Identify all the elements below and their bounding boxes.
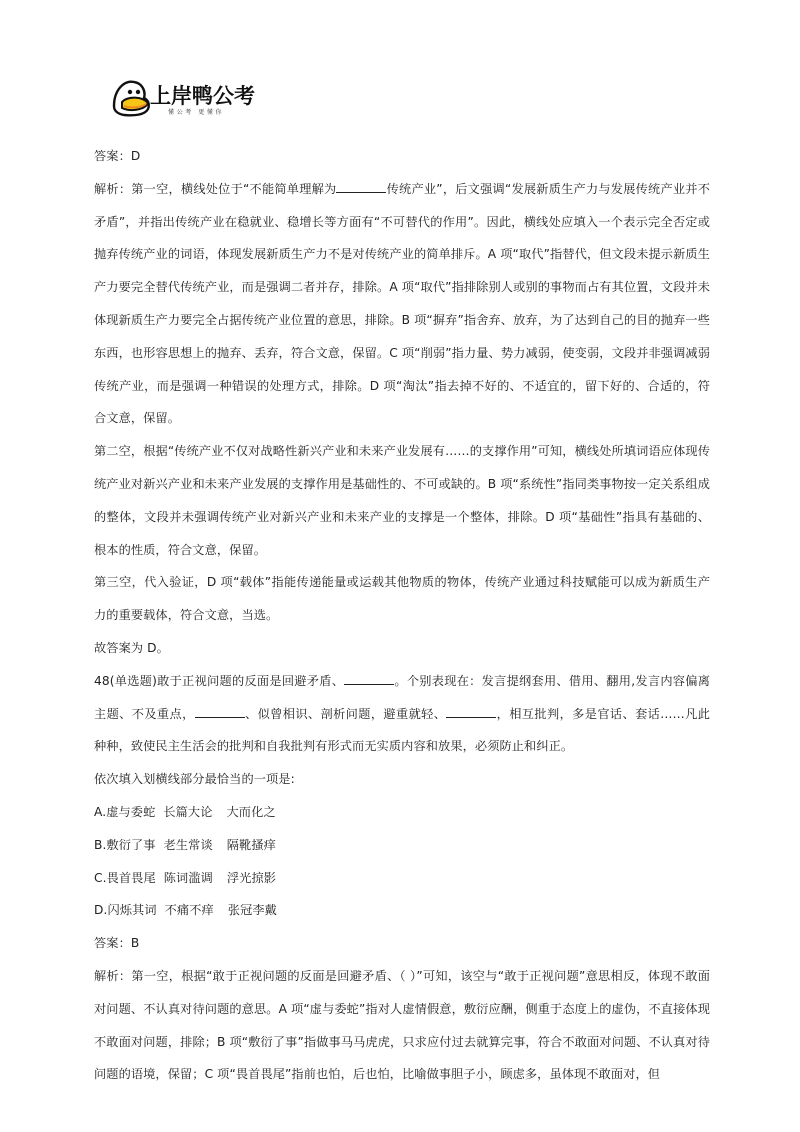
q48-stem-c: 、似曾相识、剖析问题，避重就轻、 <box>244 706 447 721</box>
option-word: 畏首畏尾 <box>106 870 156 885</box>
brand-slogan: 懂公考 更懂你 <box>168 109 225 116</box>
blank-line <box>336 181 386 193</box>
option-word: 老生常谈 <box>163 837 213 852</box>
q48-stem-a: 48(单选题)敢于正视问题的反面是回避矛盾、 <box>94 673 345 688</box>
option-letter: B. <box>94 837 107 852</box>
option-word: 不痛不痒 <box>164 903 214 918</box>
q47-answer: 答案：D <box>94 149 141 163</box>
option-word: 虚与委蛇 <box>106 804 156 819</box>
q47-analysis-p3: 第三空，代入验证，D 项“载体”指能传递能量或运载其他物质的物体，传统产业通过科技赋能可以成为新质生产力的重要载体，符合文意，当选。 <box>94 575 710 623</box>
option-word: 大而化之 <box>226 804 276 819</box>
option-c <box>94 862 710 895</box>
q47-analysis-p2: 第二空，根据“传统产业不仅对战略性新兴产业和未来产业发展有……的支撑作用”可知，横线处所填词语应体现传统产业对新兴产业和未来产业发展的支撑作用是基础性的、不可或缺的。B 项“系统性”指同类事物按一定关系组成的整体，文段并未强调传统产业对新兴产业和未来产业的支撑是一个整体，排除。D 项“基础性”指具有基础的、根本的性质，符合文意，保留。 <box>94 444 710 557</box>
blank-line <box>195 706 245 718</box>
q48-stem-d: ，相互批判，多是官话、套话……凡此种种，致使民主生活会的批判和自我批判有形式而无实质内容和放果，必须防止和纠正。 <box>94 706 710 754</box>
blank-line <box>344 673 394 685</box>
brand-logo <box>108 76 258 120</box>
option-word: 陈词滥调 <box>163 870 213 885</box>
option-letter: A. <box>94 804 107 819</box>
q48-stem-b: 。个别表现在：发言提纲套用、借用、翻用,发言内容偏离主题、不及重点， <box>94 673 711 721</box>
option-letter: D. <box>94 903 108 918</box>
q47-conclusion: 故答案为 D。 <box>94 640 169 655</box>
q48-analysis: 解析：第一空，根据“敢于正视问题的反面是回避矛盾、（ ）”可知，该空与“敢于正视问题”意思相反，体现不敢面对问题、不认真对待问题的意思。A 项“虚与委蛇”指对人虚情假意，敷衍应酬，侧重于态度上的虚伪，不直接体现不敢面对问题，排除；B 项“敷衍了事”指做事马马虎虎，只求应付过去就算完事，符合不敢面对问题、不认真对待问题的语境，保留；C 项“畏首畏尾”指前也怕，后也怕，比喻做事胆子小，顾虑多，虽体现不敢面对，但 <box>94 968 710 1082</box>
q47-analysis-p1-b: 传统产业”，后文强调“发展新质生产力与发展传统产业并不矛盾”，并指出传统产业在稳就业、稳增长等方面有“不可替代的作用”。因此，横线处应填入一个表示完全否定或抛弃传统产业的词语，体现发展新质生产力不是对传统产业的简单排斥。A 项“取代”指替代，但文段未提示新质生产力要完全替代传统产业，而是强调二者并存，排除。A 项“取代”指排除别人或别的事物而占有其位置，文段并未体现新质生产力要完全占据传统产业位置的意思，排除。B 项“摒弃”指舍弃、放弃，为了达到自己的目的抛弃一些东西，也形容思想上的抛弃、丢弃，符合文意，保留。C 项“削弱”指力量、势力减弱，使变弱，文段并非强调减弱传统产业，而是强调一种错误的处理方式，排除。D 项“淘汰”指去掉不好的、不适宜的，留下好的、合适的，符合文意，保留。 <box>94 181 710 426</box>
q48-stem <box>94 665 710 763</box>
duck-mascot-icon <box>108 76 152 120</box>
q47-analysis-p1-a: 解析：第一空，横线处位于“不能简单理解为 <box>94 181 337 196</box>
blank-line <box>446 706 496 718</box>
option-word: 浮光掠影 <box>226 870 277 885</box>
q48-prompt: 依次填入划横线部分最恰当的一项是: <box>94 772 295 787</box>
q47-analysis-p1 <box>94 173 710 435</box>
option-letter: C. <box>94 870 107 885</box>
document-body <box>94 140 710 1091</box>
option-word: 长篇大论 <box>163 804 213 819</box>
option-word: 隔靴搔痒 <box>226 837 276 852</box>
option-word: 张冠李戴 <box>227 903 277 918</box>
option-word: 闪烁其词 <box>107 903 157 918</box>
option-a <box>94 796 710 829</box>
q48-answer: 答案：B <box>94 936 140 951</box>
option-d <box>94 894 710 927</box>
option-word: 敷衍了事 <box>106 837 156 852</box>
option-b <box>94 829 710 862</box>
brand-name: 上岸鸭公考 <box>150 84 255 108</box>
